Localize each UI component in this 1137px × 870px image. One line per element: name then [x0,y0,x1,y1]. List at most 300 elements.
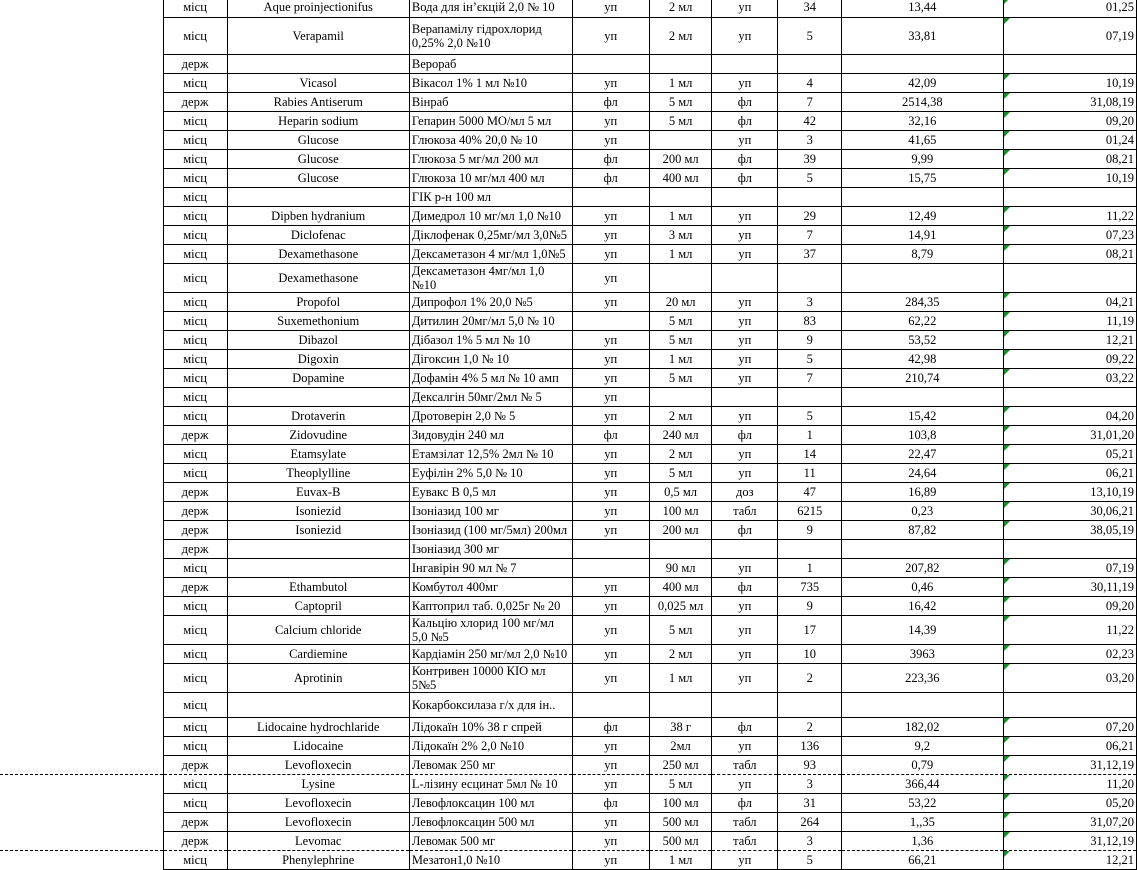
row-margin-cell [0,596,163,615]
dispense-unit-cell: фл [712,149,778,168]
product-name-cell: Вікасол 1% 1 мл №10 [409,73,572,92]
expiry-cell: 11,22 [1003,615,1136,644]
quantity-cell: 34 [778,0,842,17]
row-margin-cell [0,774,163,793]
category-cell: місц [163,206,227,225]
latin-name-cell: Ethambutol [227,577,409,596]
table-row [0,482,1137,501]
quantity-cell: 1 [778,558,842,577]
row-margin-cell [0,520,163,539]
quantity-cell: 37 [778,244,842,263]
expiry-cell: 07,20 [1003,717,1136,736]
expiry-cell: 09,22 [1003,349,1136,368]
dispense-unit-cell: уп [712,368,778,387]
package-unit-cell [572,54,649,73]
latin-name-cell: Aque proinjectionifus [227,0,409,17]
product-name-cell: Дібазол 1% 5 мл № 10 [409,330,572,349]
volume-cell: 2 мл [649,644,712,663]
table-row [0,168,1137,187]
volume-cell [649,539,712,558]
row-margin-cell [0,644,163,663]
product-name-cell: Верапамілу гідрохлорид 0,25% 2,0 №10 [409,17,572,54]
price-cell: 16,42 [842,596,1003,615]
row-margin-cell [0,425,163,444]
row-margin-cell [0,812,163,831]
category-cell: місц [163,387,227,406]
quantity-cell: 14 [778,444,842,463]
quantity-cell [778,187,842,206]
product-name-cell: Мезатон1,0 №10 [409,850,572,869]
product-name-cell: Димедрол 10 мг/мл 1,0 №10 [409,206,572,225]
category-cell: місц [163,225,227,244]
price-cell: 32,16 [842,111,1003,130]
category-cell: держ [163,501,227,520]
category-cell: місц [163,111,227,130]
product-name-cell: Глюкоза 5 мг/мл 200 мл [409,149,572,168]
product-name-cell: Кокарбоксилаза г/х для ін.. [409,692,572,717]
row-margin-cell [0,793,163,812]
expiry-cell: 31,08,19 [1003,92,1136,111]
package-unit-cell: уп [572,831,649,850]
dispense-unit-cell: табл [712,812,778,831]
product-name-cell: Лідокаїн 10% 38 г спрей [409,717,572,736]
category-cell: місц [163,774,227,793]
price-cell: 182,02 [842,717,1003,736]
expiry-cell: 05,20 [1003,793,1136,812]
package-unit-cell: уп [572,850,649,869]
dispense-unit-cell: уп [712,774,778,793]
category-cell: держ [163,92,227,111]
row-margin-cell [0,736,163,755]
price-cell: 14,39 [842,615,1003,644]
row-margin-cell [0,292,163,311]
latin-name-cell: Isoniezid [227,501,409,520]
latin-name-cell [227,54,409,73]
dispense-unit-cell: фл [712,520,778,539]
dispense-unit-cell [712,539,778,558]
expiry-cell [1003,387,1136,406]
category-cell: місц [163,850,227,869]
category-cell: місц [163,17,227,54]
package-unit-cell: уп [572,812,649,831]
product-name-cell: Кальцію хлорид 100 мг/мл 5,0 №5 [409,615,572,644]
expiry-cell: 12,21 [1003,330,1136,349]
dispense-unit-cell: уп [712,615,778,644]
latin-name-cell: Cardiemine [227,644,409,663]
product-name-cell: Ізоніазид 100 мг [409,501,572,520]
volume-cell: 2 мл [649,0,712,17]
table-row [0,263,1137,292]
row-margin-cell [0,558,163,577]
dispense-unit-cell: табл [712,755,778,774]
dispense-unit-cell: уп [712,406,778,425]
category-cell: місц [163,263,227,292]
row-margin-cell [0,663,163,692]
price-cell: 223,36 [842,663,1003,692]
volume-cell: 400 мл [649,577,712,596]
latin-name-cell: Euvax-B [227,482,409,501]
latin-name-cell: Propofol [227,292,409,311]
package-unit-cell [572,558,649,577]
table-row [0,615,1137,644]
package-unit-cell: уп [572,225,649,244]
package-unit-cell: уп [572,368,649,387]
volume-cell: 0,025 мл [649,596,712,615]
volume-cell: 400 мл [649,168,712,187]
quantity-cell: 9 [778,330,842,349]
quantity-cell: 17 [778,615,842,644]
category-cell: держ [163,425,227,444]
quantity-cell: 3 [778,774,842,793]
category-cell: держ [163,520,227,539]
dispense-unit-cell: фл [712,111,778,130]
latin-name-cell: Dexamethasone [227,244,409,263]
dispense-unit-cell: фл [712,425,778,444]
table-row [0,577,1137,596]
package-unit-cell: уп [572,596,649,615]
row-margin-cell [0,482,163,501]
latin-name-cell [227,387,409,406]
category-cell: місц [163,292,227,311]
product-name-cell: Інгавірін 90 мл № 7 [409,558,572,577]
product-name-cell: Дофамін 4% 5 мл № 10 амп [409,368,572,387]
volume-cell: 20 мл [649,292,712,311]
table-row [0,330,1137,349]
product-name-cell: Левомак 250 мг [409,755,572,774]
volume-cell: 100 мл [649,501,712,520]
dispense-unit-cell: уп [712,330,778,349]
volume-cell: 5 мл [649,463,712,482]
price-cell: 0,46 [842,577,1003,596]
price-cell [842,387,1003,406]
category-cell: держ [163,577,227,596]
table-row [0,130,1137,149]
dispense-unit-cell: фл [712,793,778,812]
volume-cell: 1 мл [649,850,712,869]
expiry-cell: 13,10,19 [1003,482,1136,501]
volume-cell: 240 мл [649,425,712,444]
price-cell: 103,8 [842,425,1003,444]
table-row [0,225,1137,244]
table-row [0,311,1137,330]
category-cell: держ [163,755,227,774]
quantity-cell [778,263,842,292]
product-name-cell: Дипрофол 1% 20,0 №5 [409,292,572,311]
product-name-cell: Левофлоксацин 100 мл [409,793,572,812]
product-name-cell: Комбутол 400мг [409,577,572,596]
volume-cell: 5 мл [649,774,712,793]
table-row [0,444,1137,463]
expiry-cell: 04,21 [1003,292,1136,311]
table-row [0,692,1137,717]
package-unit-cell: уп [572,73,649,92]
product-name-cell: Дитилин 20мг/мл 5,0 № 10 [409,311,572,330]
category-cell: місц [163,187,227,206]
volume-cell: 2мл [649,736,712,755]
product-name-cell: Кардіамін 250 мг/мл 2,0 №10 [409,644,572,663]
quantity-cell: 3 [778,831,842,850]
latin-name-cell: Drotaverin [227,406,409,425]
expiry-cell: 02,23 [1003,644,1136,663]
volume-cell [649,130,712,149]
row-margin-cell [0,168,163,187]
product-name-cell: Дексалгін 50мг/2мл № 5 [409,387,572,406]
table-row [0,717,1137,736]
table-row [0,501,1137,520]
expiry-cell: 11,20 [1003,774,1136,793]
product-name-cell: Контривен 10000 КІО мл 5№5 [409,663,572,692]
latin-name-cell: Heparin sodium [227,111,409,130]
dispense-unit-cell: уп [712,225,778,244]
dispense-unit-cell: уп [712,311,778,330]
category-cell: місц [163,558,227,577]
volume-cell: 2 мл [649,444,712,463]
product-name-cell: Каптоприл таб. 0,025г № 20 [409,596,572,615]
volume-cell: 1 мл [649,244,712,263]
expiry-cell: 38,05,19 [1003,520,1136,539]
price-cell: 13,44 [842,0,1003,17]
expiry-cell: 03,22 [1003,368,1136,387]
latin-name-cell: Aprotinin [227,663,409,692]
volume-cell: 90 мл [649,558,712,577]
package-unit-cell: фл [572,149,649,168]
volume-cell: 5 мл [649,311,712,330]
expiry-cell: 04,20 [1003,406,1136,425]
product-name-cell: L-лізину есцинат 5мл № 10 [409,774,572,793]
volume-cell [649,263,712,292]
dispense-unit-cell: уп [712,73,778,92]
expiry-cell: 01,24 [1003,130,1136,149]
volume-cell: 500 мл [649,831,712,850]
table-row [0,244,1137,263]
table-row [0,596,1137,615]
product-name-cell: Вінраб [409,92,572,111]
product-name-cell: Лідокаїн 2% 2,0 №10 [409,736,572,755]
volume-cell: 3 мл [649,225,712,244]
latin-name-cell: Dibazol [227,330,409,349]
category-cell: держ [163,539,227,558]
product-name-cell: Глюкоза 40% 20,0 № 10 [409,130,572,149]
package-unit-cell: фл [572,168,649,187]
price-cell: 210,74 [842,368,1003,387]
price-cell: 24,64 [842,463,1003,482]
latin-name-cell: Glucose [227,149,409,168]
expiry-cell: 09,20 [1003,596,1136,615]
table-row [0,111,1137,130]
category-cell: місц [163,463,227,482]
product-name-cell: Еуфілін 2% 5,0 № 10 [409,463,572,482]
quantity-cell: 4 [778,73,842,92]
quantity-cell: 93 [778,755,842,774]
row-margin-cell [0,17,163,54]
dispense-unit-cell [712,263,778,292]
category-cell: місц [163,330,227,349]
row-margin-cell [0,444,163,463]
quantity-cell [778,692,842,717]
table-row [0,736,1137,755]
category-cell: місц [163,615,227,644]
volume-cell [649,187,712,206]
volume-cell: 2 мл [649,17,712,54]
product-name-cell: Ізоніазид 300 мг [409,539,572,558]
package-unit-cell: уп [572,349,649,368]
quantity-cell: 3 [778,292,842,311]
row-margin-cell [0,850,163,869]
latin-name-cell [227,539,409,558]
quantity-cell: 2 [778,717,842,736]
expiry-cell [1003,187,1136,206]
dispense-unit-cell: фл [712,577,778,596]
quantity-cell: 7 [778,368,842,387]
dispense-unit-cell: уп [712,596,778,615]
package-unit-cell: фл [572,793,649,812]
product-name-cell: Левомак 500 мг [409,831,572,850]
latin-name-cell: Verapamil [227,17,409,54]
package-unit-cell: уп [572,663,649,692]
package-unit-cell: уп [572,577,649,596]
table-row [0,539,1137,558]
dispense-unit-cell: уп [712,206,778,225]
price-cell [842,187,1003,206]
table-row [0,663,1137,692]
row-margin-cell [0,130,163,149]
price-cell: 1,,35 [842,812,1003,831]
volume-cell: 200 мл [649,520,712,539]
table-row [0,406,1137,425]
row-margin-cell [0,539,163,558]
row-margin-cell [0,206,163,225]
expiry-cell: 30,11,19 [1003,577,1136,596]
price-cell: 66,21 [842,850,1003,869]
quantity-cell [778,387,842,406]
dispense-unit-cell: уп [712,644,778,663]
product-name-cell: Дексаметазон 4мг/мл 1,0 №10 [409,263,572,292]
latin-name-cell [227,692,409,717]
dispense-unit-cell [712,692,778,717]
dispense-unit-cell: уп [712,130,778,149]
latin-name-cell: Levofloxecin [227,793,409,812]
table-row [0,774,1137,793]
price-cell: 15,42 [842,406,1003,425]
row-margin-cell [0,149,163,168]
price-cell: 87,82 [842,520,1003,539]
quantity-cell: 39 [778,149,842,168]
package-unit-cell: уп [572,406,649,425]
latin-name-cell: Levomac [227,831,409,850]
latin-name-cell: Vicasol [227,73,409,92]
category-cell: місц [163,168,227,187]
quantity-cell: 9 [778,520,842,539]
quantity-cell: 735 [778,577,842,596]
price-cell: 62,22 [842,311,1003,330]
table-row [0,187,1137,206]
expiry-cell [1003,263,1136,292]
product-name-cell: Етамзілат 12,5% 2мл № 10 [409,444,572,463]
category-cell: місц [163,0,227,17]
category-cell: місц [163,663,227,692]
dispense-unit-cell: табл [712,501,778,520]
category-cell: місц [163,349,227,368]
price-cell [842,692,1003,717]
quantity-cell: 11 [778,463,842,482]
latin-name-cell [227,187,409,206]
package-unit-cell: уп [572,482,649,501]
quantity-cell: 5 [778,17,842,54]
product-name-cell: Ізоніазид (100 мг/5мл) 200мл [409,520,572,539]
category-cell: держ [163,54,227,73]
quantity-cell: 1 [778,425,842,444]
product-name-cell: Гепарин 5000 МО/мл 5 мл [409,111,572,130]
package-unit-cell: уп [572,244,649,263]
latin-name-cell: Glucose [227,168,409,187]
volume-cell: 200 мл [649,149,712,168]
latin-name-cell: Glucose [227,130,409,149]
expiry-cell: 11,19 [1003,311,1136,330]
row-margin-cell [0,615,163,644]
expiry-cell: 11,22 [1003,206,1136,225]
volume-cell: 1 мл [649,206,712,225]
dispense-unit-cell: уп [712,444,778,463]
expiry-cell: 05,21 [1003,444,1136,463]
package-unit-cell: уп [572,755,649,774]
volume-cell [649,387,712,406]
product-name-cell: ГІК р-н 100 мл [409,187,572,206]
product-name-cell: Вода для ін’єкцій 2,0 № 10 [409,0,572,17]
volume-cell: 2 мл [649,406,712,425]
volume-cell: 38 г [649,717,712,736]
expiry-cell: 31,07,20 [1003,812,1136,831]
quantity-cell: 5 [778,349,842,368]
row-margin-cell [0,187,163,206]
quantity-cell: 136 [778,736,842,755]
category-cell: місц [163,736,227,755]
expiry-cell: 08,21 [1003,149,1136,168]
latin-name-cell: Lidocaine [227,736,409,755]
table-row [0,349,1137,368]
package-unit-cell: уп [572,501,649,520]
expiry-cell: 06,21 [1003,463,1136,482]
quantity-cell: 5 [778,168,842,187]
expiry-cell [1003,539,1136,558]
latin-name-cell: Diclofenac [227,225,409,244]
price-cell: 366,44 [842,774,1003,793]
package-unit-cell [572,539,649,558]
row-margin-cell [0,387,163,406]
row-margin-cell [0,577,163,596]
dispense-unit-cell: уп [712,850,778,869]
volume-cell: 5 мл [649,92,712,111]
table-row [0,850,1137,869]
latin-name-cell: Levofloxecin [227,812,409,831]
latin-name-cell: Calcium chloride [227,615,409,644]
latin-name-cell: Suxemethonium [227,311,409,330]
package-unit-cell: уп [572,615,649,644]
volume-cell [649,54,712,73]
dispense-unit-cell: уп [712,558,778,577]
package-unit-cell: уп [572,774,649,793]
price-cell: 16,89 [842,482,1003,501]
package-unit-cell: уп [572,736,649,755]
price-cell: 207,82 [842,558,1003,577]
table-row [0,793,1137,812]
volume-cell: 250 мл [649,755,712,774]
dispense-unit-cell: табл [712,831,778,850]
volume-cell: 100 мл [649,793,712,812]
row-margin-cell [0,0,163,17]
row-margin-cell [0,311,163,330]
price-cell [842,263,1003,292]
price-cell: 0,23 [842,501,1003,520]
